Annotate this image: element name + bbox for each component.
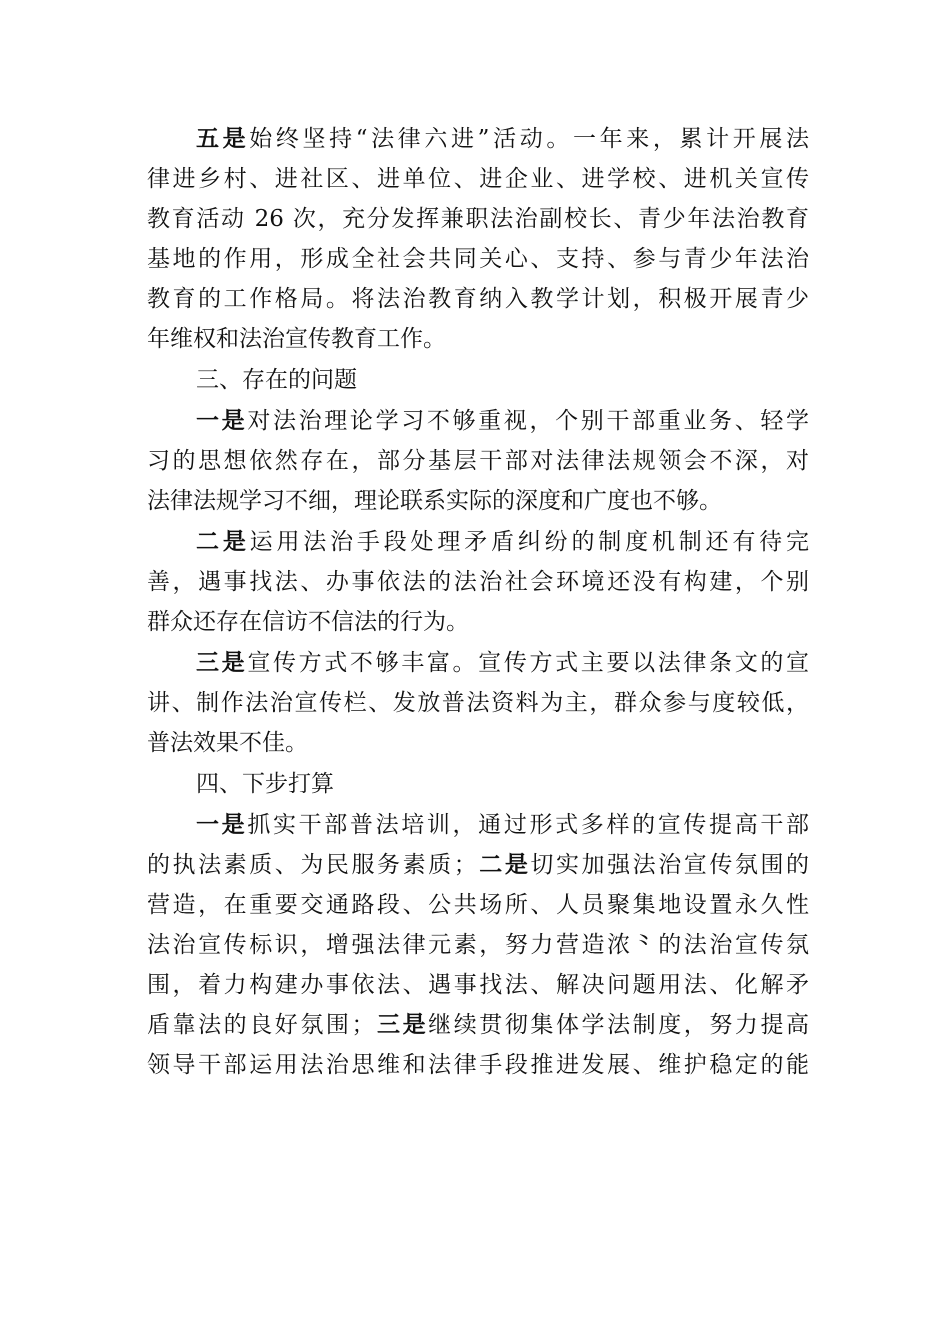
text-line: 的执法素质、为民服务素质；二是切实加强法治宣传氛围的 — [147, 851, 810, 878]
text-line: 一是抓实干部普法培训，通过形式多样的宣传提高干部 — [196, 811, 810, 838]
section-heading-next-steps: 四、下步打算 — [196, 771, 334, 797]
text-line: 法治宣传标识，增强法律元素，努力营造浓⺀的法治宣传氛 — [147, 932, 809, 958]
paragraph-problem-1 — [147, 401, 809, 521]
paragraph-lead: 三是 — [196, 649, 248, 676]
text-line: 营造，在重要交通路段、公共场所、人员聚集地设置永久性 — [147, 892, 809, 918]
text-line: 法律法规学习不细，理论联系实际的深度和广度也不够。 — [147, 488, 722, 514]
text-line: 盾靠法的良好氛围；三是继续贯彻集体学法制度，努力提高 — [147, 1011, 810, 1038]
paragraph-lead: 五是 — [196, 125, 250, 152]
text-line: 群众还存在信访不信法的行为。 — [147, 609, 469, 635]
paragraph-lead: 二是 — [196, 528, 250, 555]
text-line: 基地的作用，形成全社会共同关心、支持、参与青少年法治 — [147, 246, 809, 272]
paragraph-lead: 一是 — [196, 407, 248, 434]
text-line: 三是宣传方式不够丰富。宣传方式主要以法律条文的宣 — [196, 649, 810, 676]
paragraph-five — [147, 119, 809, 359]
text-line: 教育活动 26 次，充分发挥兼职法治副校长、青少年法治教育 — [147, 206, 809, 232]
paragraph-problem-3 — [147, 643, 809, 763]
text-line: 普法效果不佳。 — [147, 730, 308, 756]
text-line: 讲、制作法治宣传栏、发放普法资料为主，群众参与度较低， — [147, 690, 809, 716]
text-line: 年维权和法治宣传教育工作。 — [147, 326, 446, 352]
section-heading-problems: 三、存在的问题 — [196, 367, 357, 393]
paragraph-problem-2 — [147, 522, 809, 642]
paragraph-lead: 一是 — [196, 811, 248, 838]
text-line: 教育的工作格局。将法治教育纳入教学计划，积极开展青少 — [147, 286, 809, 312]
text-line: 领导干部运用法治思维和法律手段推进发展、维护稳定的能 — [147, 1052, 809, 1078]
text-line: 善，遇事找法、办事依法的法治社会环境还没有构建，个别 — [147, 569, 809, 595]
text-line: 围，着力构建办事依法、遇事找法、解决问题用法、化解矛 — [147, 972, 809, 998]
paragraph-next-steps — [147, 805, 809, 1085]
document-page — [147, 119, 809, 1086]
paragraph-lead: 二是 — [476, 851, 531, 878]
paragraph-lead: 三是 — [374, 1011, 429, 1038]
text-line: 习的思想依然存在，部分基层干部对法律法规领会不深，对 — [147, 448, 809, 474]
text-line: 一是对法治理论学习不够重视，个别干部重业务、轻学 — [196, 407, 810, 434]
text-line: 律进乡村、进社区、进单位、进企业、进学校、进机关宣传 — [147, 166, 809, 192]
text-line: 五是始终坚持“法律六进”活动。一年来，累计开展法 — [196, 125, 809, 152]
text-line: 二是运用法治手段处理矛盾纠纷的制度机制还有待完 — [196, 528, 810, 555]
